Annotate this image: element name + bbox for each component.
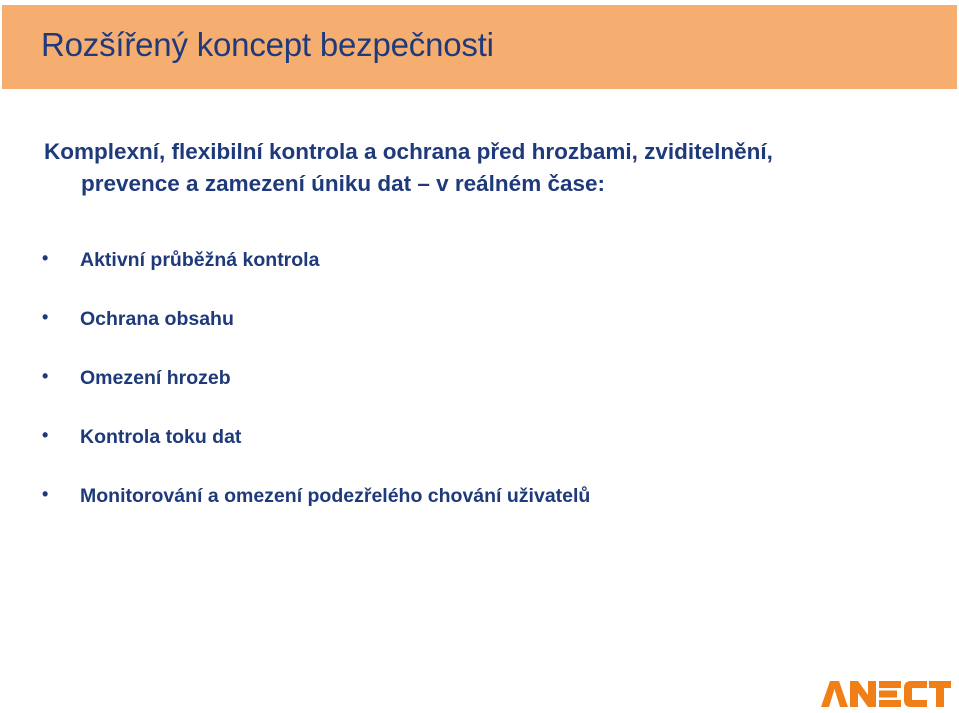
anect-logo xyxy=(821,681,951,707)
bullet-icon: • xyxy=(42,484,49,504)
bullet-icon: • xyxy=(42,307,49,327)
bullet-icon: • xyxy=(42,248,49,268)
bullet-text: Aktivní průběžná kontrola xyxy=(80,249,320,271)
intro-line-2: prevence a zamezení úniku dat – v reálném čase: xyxy=(81,171,605,196)
bullet-text: Omezení hrozeb xyxy=(80,367,231,389)
bullet-text: Kontrola toku dat xyxy=(80,426,242,448)
bullet-text: Ochrana obsahu xyxy=(80,308,234,330)
bullet-text: Monitorování a omezení podezřelého chování uživatelů xyxy=(80,485,591,507)
intro-text xyxy=(44,136,944,200)
bullet-icon: • xyxy=(42,366,49,386)
intro-line-1: Komplexní, flexibilní kontrola a ochrana před hrozbami, zviditelnění, xyxy=(44,139,773,164)
slide-title: Rozšířený koncept bezpečnosti xyxy=(41,26,494,63)
bullet-icon: • xyxy=(42,425,49,445)
